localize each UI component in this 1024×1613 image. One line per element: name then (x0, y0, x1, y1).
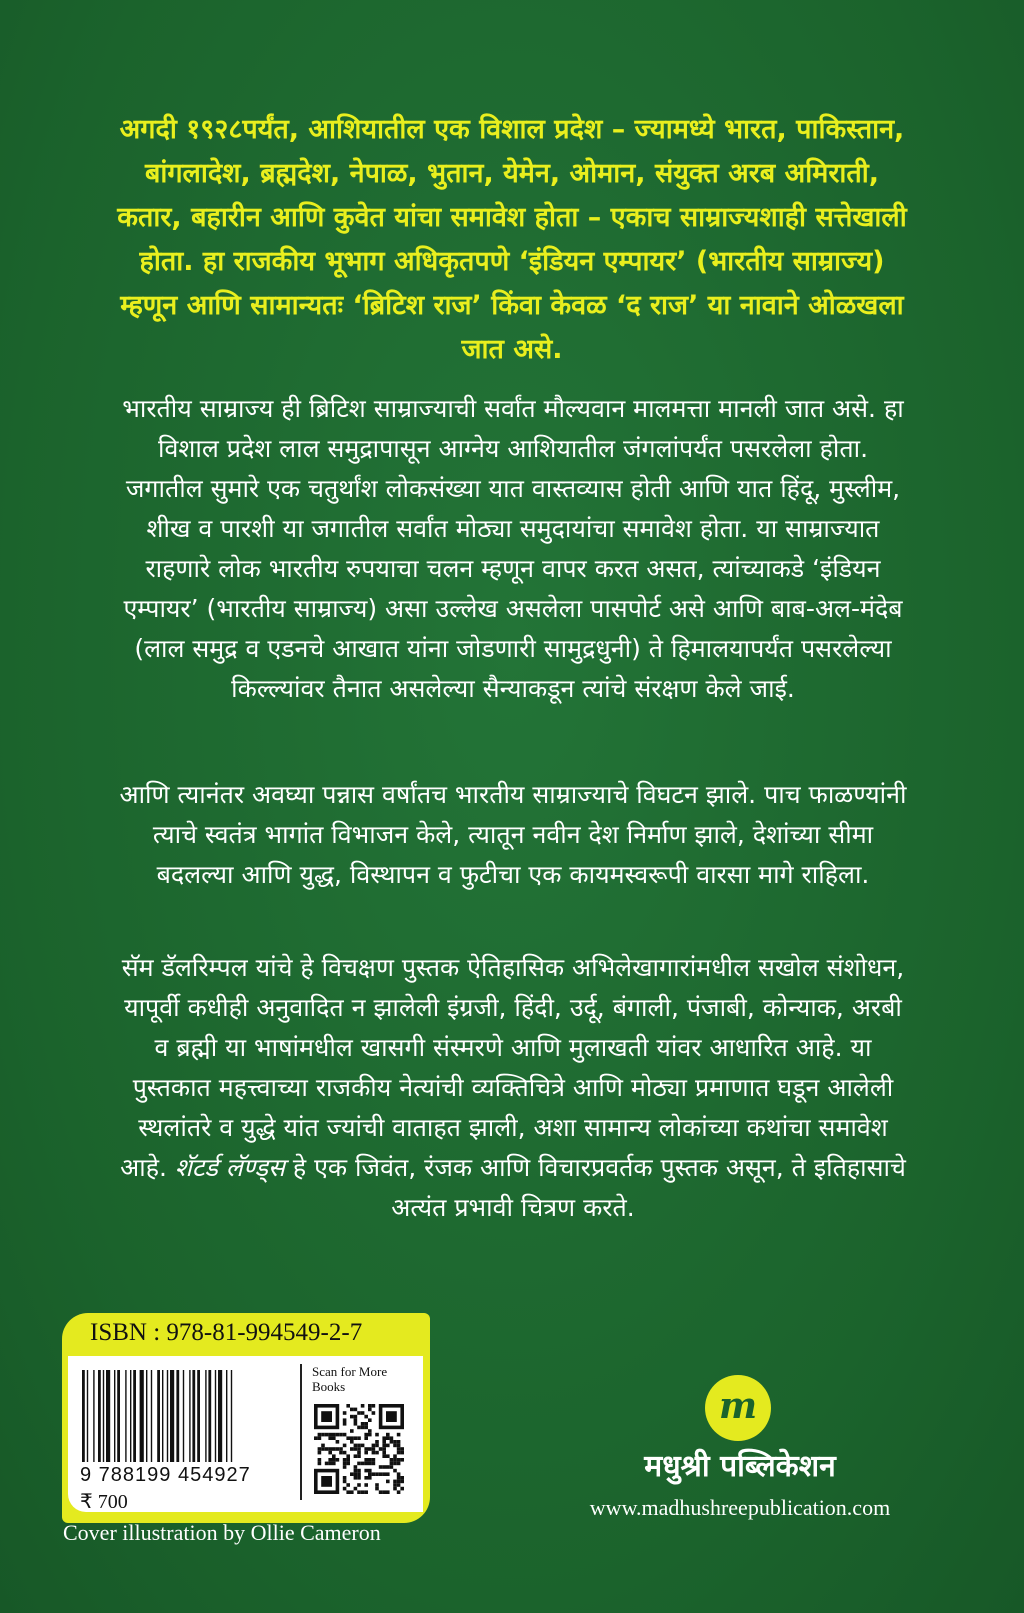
body-paragraph-3-tail: हे एक जिवंत, रंजक आणि विचारप्रवर्तक पुस्तक असून, ते इतिहासाचे अत्यंत प्रभावी चित्रण करते. (284, 1153, 906, 1222)
qr-code-icon[interactable] (314, 1404, 404, 1494)
price: ₹ 700 (80, 1491, 128, 1513)
publisher-logo (705, 1375, 771, 1441)
body-paragraph-3-text: सॅम डॅलरिम्पल यांचे हे विचक्षण पुस्तक ऐतिहासिक अभिलेखागारांमधील सखोल संशोधन, यापूर्वी कधीही अनुवादित न झालेली इंग्रजी, हिंदी, उर्दू, बंगाली, पंजाबी, कोन्याक, अरबी व ब्रह्मी या भाषांमधील खासगी संस्मरणे आणि मुलाखती यांवर आधारित आहे. या पुस्तकात महत्त्वाच्या राजकीय नेत्यांची व्यक्तिचित्रे आणि मोठ्या प्रमाणात घडून आलेली स्थलांतरे व युद्धे यांत ज्यांची वाताहत झाली, अशा सामान्य लोकांच्या कथांचा समावेश आहे. (120, 953, 905, 1182)
isbn-number: ISBN : 978-81-994549-2-7 (90, 1319, 363, 1346)
barcode-panel (68, 1356, 423, 1512)
body-paragraph-3 (118, 948, 908, 1228)
intro-paragraph: अगदी १९२८पर्यंत, आशियातील एक विशाल प्रदेश – ज्यामध्ये भारत, पाकिस्तान, बांगलादेश, ब्रह्मदेश, नेपाळ, भुतान, येमेन, ओमान, संयुक्त अरब अमिराती, कतार, बहारीन आणि कुवेत यांचा समावेश होता – एकाच साम्राज्यशाही सत्तेखाली होता. हा राजकीय भूभाग अधिकृतपणे ‘इंडियन एम्पायर’ (भारतीय साम्राज्य) म्हणून आणि सामान्यतः ‘ब्रिटिश राज’ किंवा केवळ ‘द राज’ या नावाने ओळखला जात असे. (117, 114, 907, 365)
book-title: शॅटर्ड लॅण्ड्स (174, 1153, 285, 1182)
cover-credit: Cover illustration by Ollie Cameron (63, 1520, 381, 1545)
scan-label: Scan for More Books (312, 1364, 388, 1394)
divider (300, 1364, 302, 1500)
isbn-box (62, 1313, 430, 1523)
body-paragraph-2: आणि त्यानंतर अवघ्या पन्नास वर्षांतच भारतीय साम्राज्याचे विघटन झाले. पाच फाळण्यांनी त्याचे स्वतंत्र भागांत विभाजन केले, त्यातून नवीन देश निर्माण झाले, देशांच्या सीमा बदलल्या आणि युद्ध, विस्थापन व फुटीचा एक कायमस्वरूपी वारसा मागे राहिला. (119, 780, 907, 889)
body-paragraph-1: भारतीय साम्राज्य ही ब्रिटिश साम्राज्याची सर्वांत मौल्यवान मालमत्ता मानली जात असे. हा विशाल प्रदेश लाल समुद्रापासून आग्नेय आशियातील जंगलांपर्यंत पसरलेला होता. जगातील सुमारे एक चतुर्थांश लोकसंख्या यात वास्तव्यास होती आणि यात हिंदू, मुस्लीम, शीख व पारशी या जगातील सर्वांत मोठ्या समुदायांचा समावेश होता. या साम्राज्यात राहणारे लोक भारतीय रुपयाचा चलन म्हणून वापर करत असत, त्यांच्याकडे ‘इंडियन एम्पायर’ (भारतीय साम्राज्य) असा उल्लेख असलेला पासपोर्ट असे आणि बाब-अल-मंदेब (लाल समुद्र व एडनचे आखात यांना जोडणारी सामुद्रधुनी) ते हिमालयापर्यंत पसरलेल्या किल्ल्यांवर तैनात असलेल्या सैन्याकडून त्यांचे संरक्षण केले जाई. (122, 394, 904, 703)
publisher-url[interactable]: www.madhushreepublication.com (589, 1495, 891, 1520)
barcode-digits: 9 788199 454927 (80, 1464, 251, 1486)
barcode-icon (82, 1370, 274, 1462)
publisher-name: मधुश्री पब्लिकेशन (644, 1449, 836, 1484)
publisher-logo-letter: m (718, 1385, 758, 1427)
